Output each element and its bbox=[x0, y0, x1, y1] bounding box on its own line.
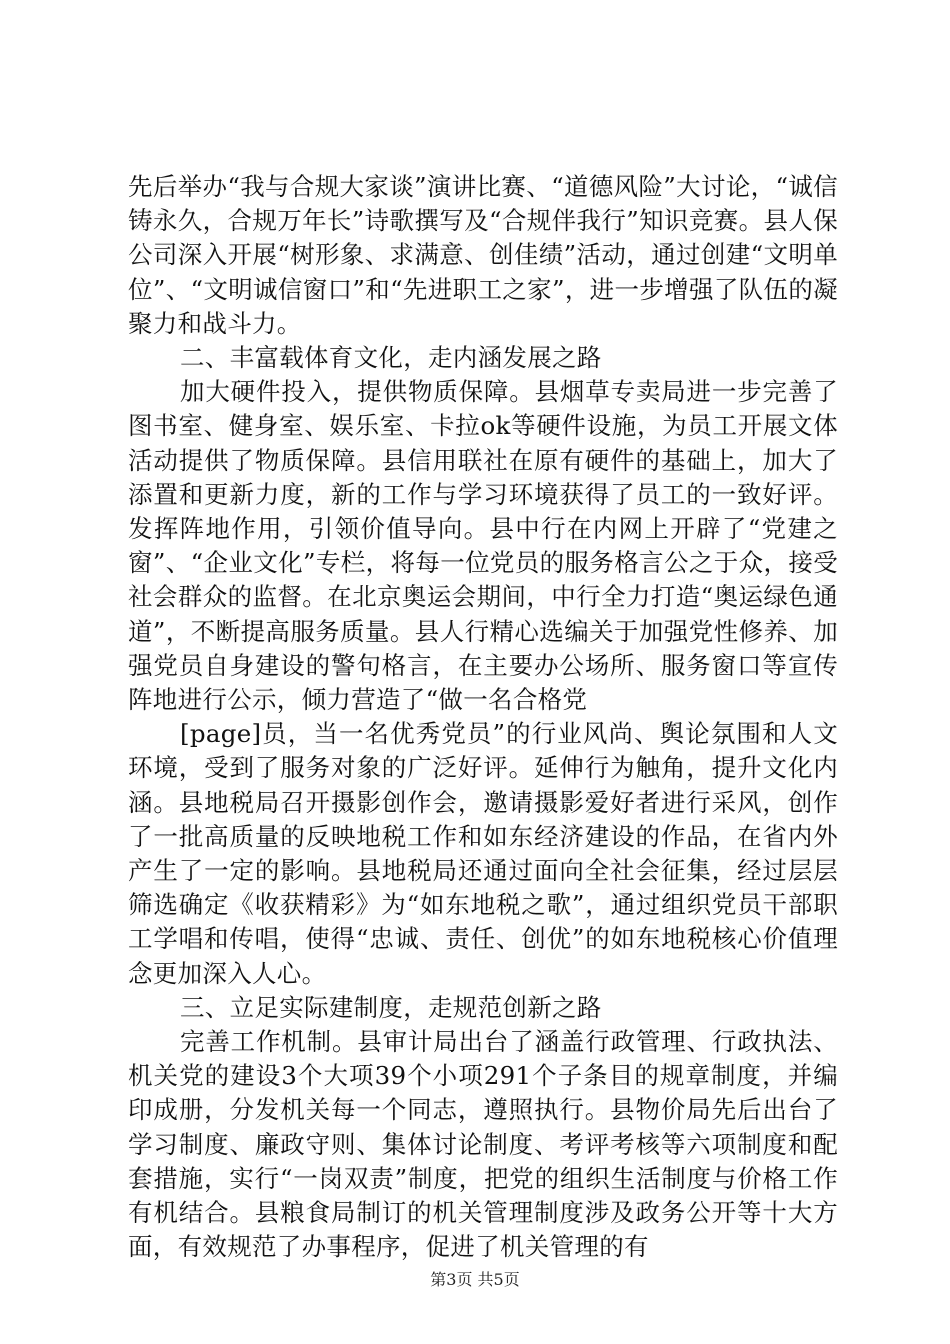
paragraph: 先后举办“我与合规大家谈”演讲比赛、“道德风险”大讨论，“诚信铸永久，合规万年长”诗歌撰写及“合规伴我行”知识竞赛。县人保公司深入开展“树形象、求满意、创佳绩”活动，通过创建“文明单位”、“文明诚信窗口”和“先进职工之家”，进一步增强了队伍的凝聚力和战斗力。 bbox=[128, 172, 838, 338]
paragraph: [page]员，当一名优秀党员”的行业风尚、舆论氛围和人文环境，受到了服务对象的广泛好评。延伸行为触角，提升文化内涵。县地税局召开摄影创作会，邀请摄影爱好者进行采风，创作了一批高质量的反映地税工作和如东经济建设的作品，在省内外产生了一定的影响。县地税局还通过面向全社会征集，经过层层筛选确定《收获精彩》为“如东地税之歌”，通过组织党员干部职工学唱和传唱，使得“忠诚、责任、创优”的如东地税核心价值理念更加深入人心。 bbox=[128, 719, 838, 988]
paragraph: 完善工作机制。县审计局出台了涵盖行政管理、行政执法、机关党的建设3个大项39个小项291个子条目的规章制度，并编印成册，分发机关每一个同志，遵照执行。县物价局先后出台了学习制度、廉政守则、集体讨论制度、考评考核等六项制度和配套措施，实行“一岗双责”制度，把党的组织生活制度与价格工作有机结合。县粮食局制订的机关管理制度涉及政务公开等十大方面，有效规范了办事程序，促进了机关管理的有 bbox=[128, 1027, 838, 1262]
section-heading: 二、丰富载体育文化，走内涵发展之路 bbox=[180, 343, 602, 373]
document-body bbox=[128, 170, 838, 1265]
page-footer bbox=[0, 1270, 950, 1290]
page-number-label: 第3页 共5页 bbox=[430, 1270, 520, 1289]
section-heading: 三、立足实际建制度，走规范创新之路 bbox=[180, 992, 602, 1022]
paragraph: 加大硬件投入，提供物质保障。县烟草专卖局进一步完善了图书室、健身室、娱乐室、卡拉ok等硬件设施，为员工开展文体活动提供了物质保障。县信用联社在原有硬件的基础上，加大了添置和更新力度，新的工作与学习环境获得了员工的一致好评。发挥阵地作用，引领价值导向。县中行在内网上开辟了“党建之窗”、“企业文化”专栏，将每一位党员的服务格言公之于众，接受社会群众的监督。在北京奥运会期间，中行全力打造“奥运绿色通道”，不断提高服务质量。县人行精心选编关于加强党性修养、加强党员自身建设的警句格言，在主要办公场所、服务窗口等宣传阵地进行公示，倾力营造了“做一名合格党 bbox=[128, 377, 838, 715]
